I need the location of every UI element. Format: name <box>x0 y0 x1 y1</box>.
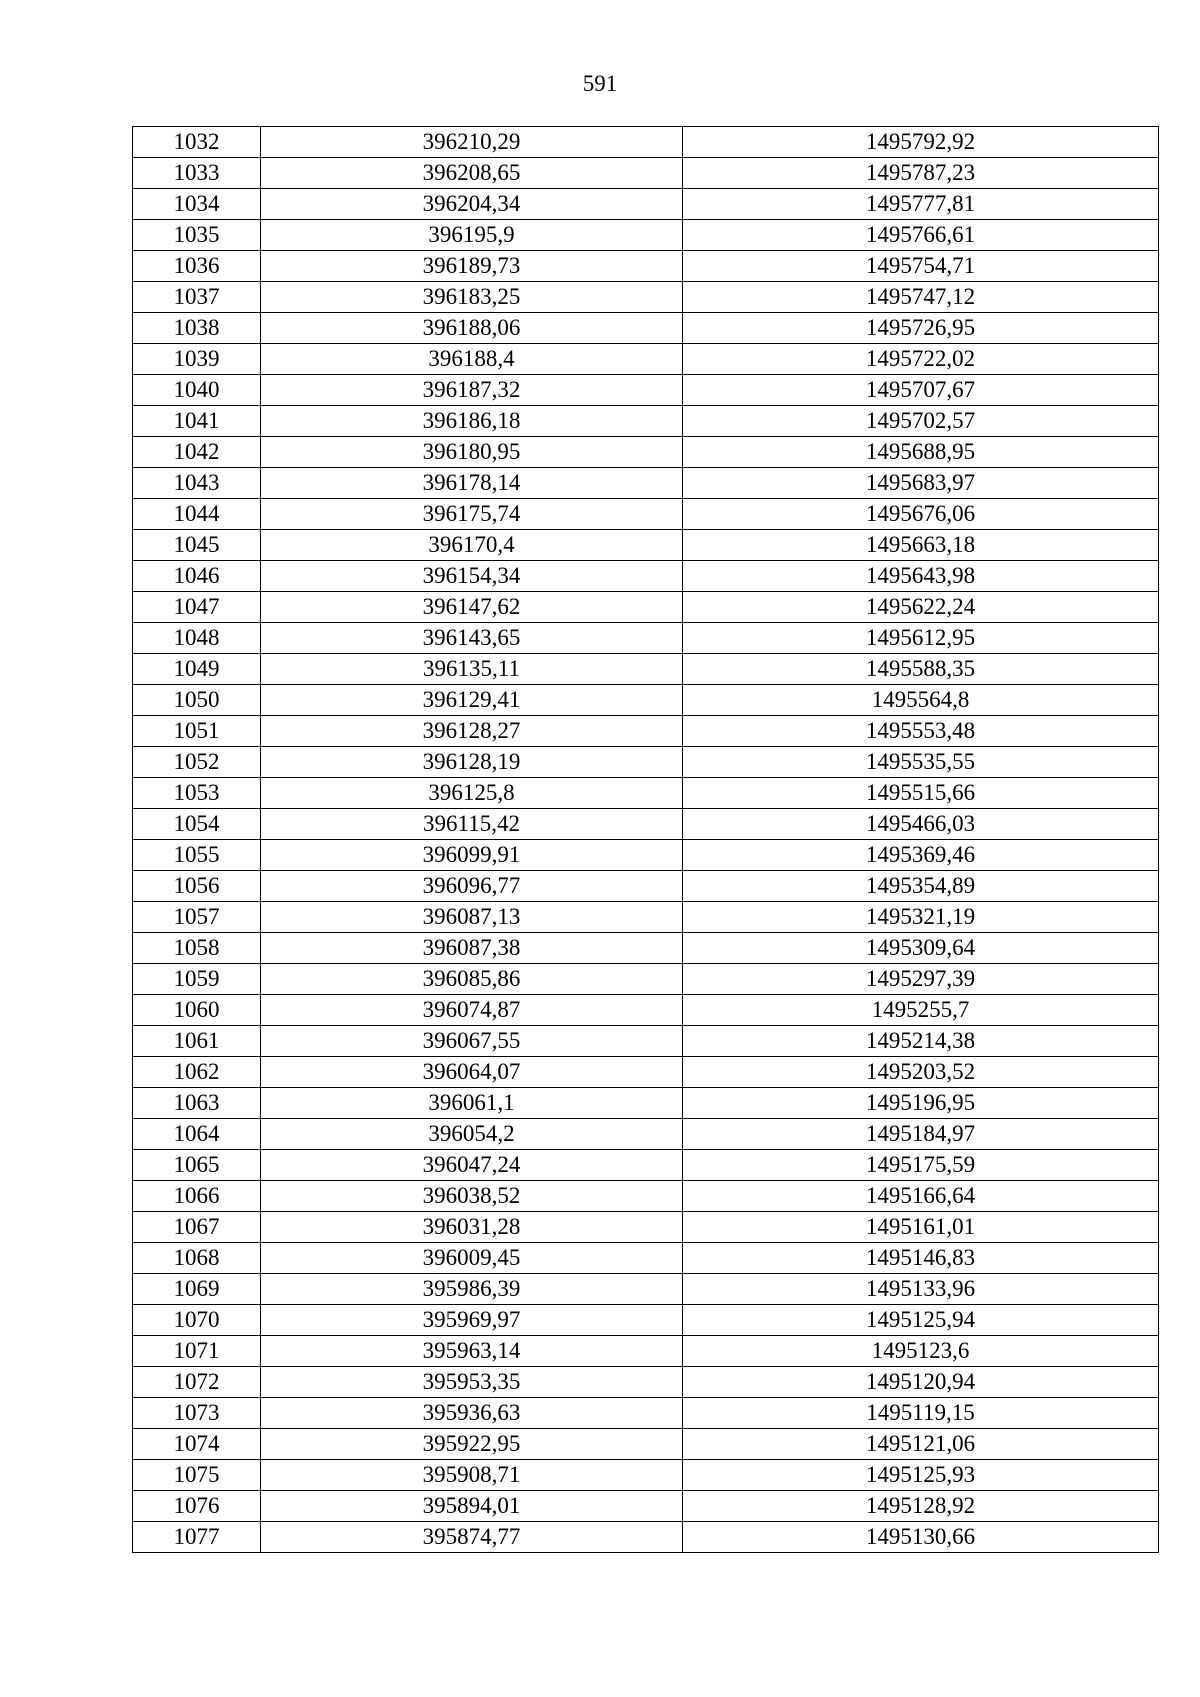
x-coordinate-cell: 396135,11 <box>261 654 683 685</box>
table-row <box>133 406 1159 437</box>
x-coordinate-cell: 396085,86 <box>261 964 683 995</box>
x-coordinate-cell: 395953,35 <box>261 1367 683 1398</box>
y-coordinate-cell: 1495214,38 <box>683 1026 1159 1057</box>
point-number-cell: 1071 <box>133 1336 261 1367</box>
point-number-cell: 1038 <box>133 313 261 344</box>
point-number-cell: 1064 <box>133 1119 261 1150</box>
table-row <box>133 158 1159 189</box>
point-number-cell: 1035 <box>133 220 261 251</box>
y-coordinate-cell: 1495128,92 <box>683 1491 1159 1522</box>
table-row <box>133 995 1159 1026</box>
x-coordinate-cell: 396074,87 <box>261 995 683 1026</box>
table-row <box>133 716 1159 747</box>
table-row <box>133 1274 1159 1305</box>
point-number-cell: 1054 <box>133 809 261 840</box>
x-coordinate-cell: 396189,73 <box>261 251 683 282</box>
point-number-cell: 1062 <box>133 1057 261 1088</box>
table-row <box>133 840 1159 871</box>
x-coordinate-cell: 396170,4 <box>261 530 683 561</box>
x-coordinate-cell: 396175,74 <box>261 499 683 530</box>
y-coordinate-cell: 1495588,35 <box>683 654 1159 685</box>
coordinate-table-body <box>133 127 1159 1553</box>
x-coordinate-cell: 396087,13 <box>261 902 683 933</box>
y-coordinate-cell: 1495612,95 <box>683 623 1159 654</box>
point-number-cell: 1036 <box>133 251 261 282</box>
point-number-cell: 1046 <box>133 561 261 592</box>
table-row <box>133 685 1159 716</box>
table-row <box>133 499 1159 530</box>
x-coordinate-cell: 396067,55 <box>261 1026 683 1057</box>
x-coordinate-cell: 396125,8 <box>261 778 683 809</box>
table-row <box>133 623 1159 654</box>
y-coordinate-cell: 1495297,39 <box>683 964 1159 995</box>
y-coordinate-cell: 1495146,83 <box>683 1243 1159 1274</box>
table-row <box>133 1150 1159 1181</box>
point-number-cell: 1048 <box>133 623 261 654</box>
table-row <box>133 1491 1159 1522</box>
x-coordinate-cell: 396099,91 <box>261 840 683 871</box>
x-coordinate-cell: 395986,39 <box>261 1274 683 1305</box>
x-coordinate-cell: 395936,63 <box>261 1398 683 1429</box>
y-coordinate-cell: 1495564,8 <box>683 685 1159 716</box>
y-coordinate-cell: 1495321,19 <box>683 902 1159 933</box>
x-coordinate-cell: 395874,77 <box>261 1522 683 1553</box>
table-row <box>133 1460 1159 1491</box>
point-number-cell: 1076 <box>133 1491 261 1522</box>
point-number-cell: 1057 <box>133 902 261 933</box>
table-row <box>133 189 1159 220</box>
x-coordinate-cell: 396038,52 <box>261 1181 683 1212</box>
point-number-cell: 1051 <box>133 716 261 747</box>
y-coordinate-cell: 1495130,66 <box>683 1522 1159 1553</box>
point-number-cell: 1073 <box>133 1398 261 1429</box>
table-row <box>133 1119 1159 1150</box>
y-coordinate-cell: 1495255,7 <box>683 995 1159 1026</box>
y-coordinate-cell: 1495722,02 <box>683 344 1159 375</box>
x-coordinate-cell: 396054,2 <box>261 1119 683 1150</box>
point-number-cell: 1043 <box>133 468 261 499</box>
y-coordinate-cell: 1495676,06 <box>683 499 1159 530</box>
y-coordinate-cell: 1495515,66 <box>683 778 1159 809</box>
table-row <box>133 1522 1159 1553</box>
y-coordinate-cell: 1495747,12 <box>683 282 1159 313</box>
page-number: 591 <box>582 71 618 96</box>
table-row <box>133 778 1159 809</box>
point-number-cell: 1049 <box>133 654 261 685</box>
y-coordinate-cell: 1495688,95 <box>683 437 1159 468</box>
x-coordinate-cell: 396188,4 <box>261 344 683 375</box>
point-number-cell: 1056 <box>133 871 261 902</box>
y-coordinate-cell: 1495125,94 <box>683 1305 1159 1336</box>
x-coordinate-cell: 396183,25 <box>261 282 683 313</box>
x-coordinate-cell: 395963,14 <box>261 1336 683 1367</box>
y-coordinate-cell: 1495702,57 <box>683 406 1159 437</box>
point-number-cell: 1032 <box>133 127 261 158</box>
point-number-cell: 1070 <box>133 1305 261 1336</box>
x-coordinate-cell: 396180,95 <box>261 437 683 468</box>
coordinate-table <box>132 126 1159 1553</box>
x-coordinate-cell: 396064,07 <box>261 1057 683 1088</box>
y-coordinate-cell: 1495161,01 <box>683 1212 1159 1243</box>
point-number-cell: 1068 <box>133 1243 261 1274</box>
table-row <box>133 1305 1159 1336</box>
y-coordinate-cell: 1495309,64 <box>683 933 1159 964</box>
point-number-cell: 1072 <box>133 1367 261 1398</box>
x-coordinate-cell: 395908,71 <box>261 1460 683 1491</box>
y-coordinate-cell: 1495643,98 <box>683 561 1159 592</box>
point-number-cell: 1041 <box>133 406 261 437</box>
point-number-cell: 1052 <box>133 747 261 778</box>
table-row <box>133 313 1159 344</box>
y-coordinate-cell: 1495196,95 <box>683 1088 1159 1119</box>
table-row <box>133 1367 1159 1398</box>
x-coordinate-cell: 395922,95 <box>261 1429 683 1460</box>
table-row <box>133 127 1159 158</box>
point-number-cell: 1061 <box>133 1026 261 1057</box>
table-row <box>133 964 1159 995</box>
y-coordinate-cell: 1495175,59 <box>683 1150 1159 1181</box>
point-number-cell: 1075 <box>133 1460 261 1491</box>
y-coordinate-cell: 1495777,81 <box>683 189 1159 220</box>
point-number-cell: 1055 <box>133 840 261 871</box>
y-coordinate-cell: 1495123,6 <box>683 1336 1159 1367</box>
y-coordinate-cell: 1495354,89 <box>683 871 1159 902</box>
table-row <box>133 375 1159 406</box>
x-coordinate-cell: 396204,34 <box>261 189 683 220</box>
y-coordinate-cell: 1495203,52 <box>683 1057 1159 1088</box>
x-coordinate-cell: 396178,14 <box>261 468 683 499</box>
table-row <box>133 437 1159 468</box>
point-number-cell: 1033 <box>133 158 261 189</box>
x-coordinate-cell: 396031,28 <box>261 1212 683 1243</box>
point-number-cell: 1069 <box>133 1274 261 1305</box>
table-row <box>133 344 1159 375</box>
table-row <box>133 1057 1159 1088</box>
table-row <box>133 1212 1159 1243</box>
point-number-cell: 1047 <box>133 592 261 623</box>
point-number-cell: 1050 <box>133 685 261 716</box>
x-coordinate-cell: 396009,45 <box>261 1243 683 1274</box>
table-row <box>133 530 1159 561</box>
point-number-cell: 1067 <box>133 1212 261 1243</box>
y-coordinate-cell: 1495792,92 <box>683 127 1159 158</box>
y-coordinate-cell: 1495369,46 <box>683 840 1159 871</box>
table-row <box>133 1429 1159 1460</box>
y-coordinate-cell: 1495754,71 <box>683 251 1159 282</box>
y-coordinate-cell: 1495726,95 <box>683 313 1159 344</box>
table-row <box>133 933 1159 964</box>
x-coordinate-cell: 396087,38 <box>261 933 683 964</box>
y-coordinate-cell: 1495707,67 <box>683 375 1159 406</box>
point-number-cell: 1060 <box>133 995 261 1026</box>
point-number-cell: 1065 <box>133 1150 261 1181</box>
y-coordinate-cell: 1495133,96 <box>683 1274 1159 1305</box>
table-row <box>133 1088 1159 1119</box>
x-coordinate-cell: 396188,06 <box>261 313 683 344</box>
table-row <box>133 251 1159 282</box>
x-coordinate-cell: 396061,1 <box>261 1088 683 1119</box>
x-coordinate-cell: 396047,24 <box>261 1150 683 1181</box>
table-row <box>133 561 1159 592</box>
table-row <box>133 220 1159 251</box>
x-coordinate-cell: 396208,65 <box>261 158 683 189</box>
table-row <box>133 871 1159 902</box>
y-coordinate-cell: 1495466,03 <box>683 809 1159 840</box>
y-coordinate-cell: 1495166,64 <box>683 1181 1159 1212</box>
x-coordinate-cell: 396154,34 <box>261 561 683 592</box>
x-coordinate-cell: 396147,62 <box>261 592 683 623</box>
table-row <box>133 1181 1159 1212</box>
y-coordinate-cell: 1495766,61 <box>683 220 1159 251</box>
point-number-cell: 1053 <box>133 778 261 809</box>
y-coordinate-cell: 1495553,48 <box>683 716 1159 747</box>
y-coordinate-cell: 1495663,18 <box>683 530 1159 561</box>
table-row <box>133 282 1159 313</box>
x-coordinate-cell: 396115,42 <box>261 809 683 840</box>
x-coordinate-cell: 396128,19 <box>261 747 683 778</box>
point-number-cell: 1037 <box>133 282 261 313</box>
x-coordinate-cell: 396128,27 <box>261 716 683 747</box>
table-row <box>133 1026 1159 1057</box>
y-coordinate-cell: 1495125,93 <box>683 1460 1159 1491</box>
table-row <box>133 902 1159 933</box>
x-coordinate-cell: 396186,18 <box>261 406 683 437</box>
point-number-cell: 1059 <box>133 964 261 995</box>
table-row <box>133 747 1159 778</box>
y-coordinate-cell: 1495184,97 <box>683 1119 1159 1150</box>
point-number-cell: 1063 <box>133 1088 261 1119</box>
table-row <box>133 592 1159 623</box>
y-coordinate-cell: 1495120,94 <box>683 1367 1159 1398</box>
table-row <box>133 809 1159 840</box>
y-coordinate-cell: 1495787,23 <box>683 158 1159 189</box>
table-row <box>133 654 1159 685</box>
x-coordinate-cell: 396195,9 <box>261 220 683 251</box>
x-coordinate-cell: 396187,32 <box>261 375 683 406</box>
table-row <box>133 1336 1159 1367</box>
point-number-cell: 1066 <box>133 1181 261 1212</box>
point-number-cell: 1040 <box>133 375 261 406</box>
point-number-cell: 1044 <box>133 499 261 530</box>
y-coordinate-cell: 1495535,55 <box>683 747 1159 778</box>
point-number-cell: 1042 <box>133 437 261 468</box>
x-coordinate-cell: 395894,01 <box>261 1491 683 1522</box>
point-number-cell: 1039 <box>133 344 261 375</box>
point-number-cell: 1058 <box>133 933 261 964</box>
point-number-cell: 1077 <box>133 1522 261 1553</box>
y-coordinate-cell: 1495683,97 <box>683 468 1159 499</box>
x-coordinate-cell: 396096,77 <box>261 871 683 902</box>
point-number-cell: 1045 <box>133 530 261 561</box>
x-coordinate-cell: 396143,65 <box>261 623 683 654</box>
x-coordinate-cell: 396129,41 <box>261 685 683 716</box>
table-row <box>133 1243 1159 1274</box>
table-row <box>133 468 1159 499</box>
x-coordinate-cell: 395969,97 <box>261 1305 683 1336</box>
y-coordinate-cell: 1495622,24 <box>683 592 1159 623</box>
point-number-cell: 1034 <box>133 189 261 220</box>
point-number-cell: 1074 <box>133 1429 261 1460</box>
y-coordinate-cell: 1495121,06 <box>683 1429 1159 1460</box>
x-coordinate-cell: 396210,29 <box>261 127 683 158</box>
y-coordinate-cell: 1495119,15 <box>683 1398 1159 1429</box>
table-row <box>133 1398 1159 1429</box>
